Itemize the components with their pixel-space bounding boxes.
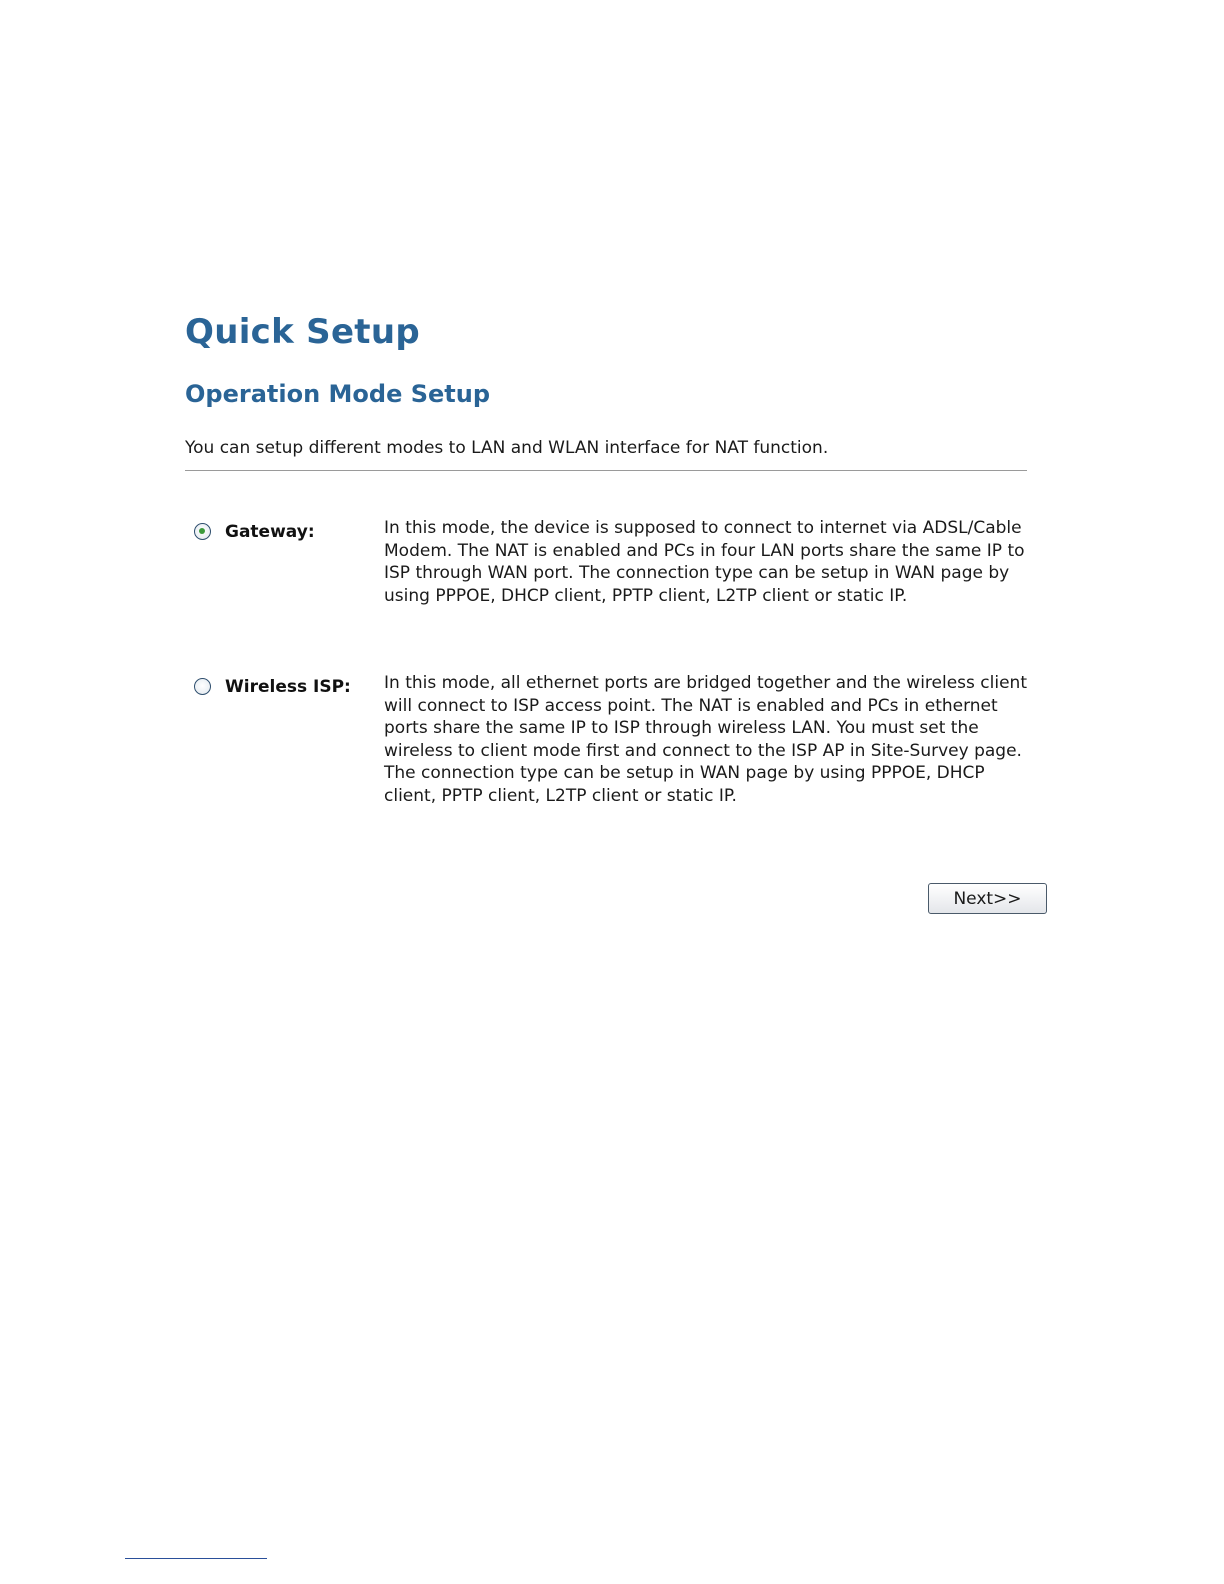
wireless-isp-description: In this mode, all ethernet ports are bridged together and the wireless client will connect to ISP access point. The NAT is enabled and PCs in ethernet ports share the same IP to ISP through wireless LAN. You must set the wireless to client mode first and connect to the ISP AP in Site-Survey page. The connection type can be setup in WAN page by using PPPOE, DHCP client, PPTP client, L2TP client or static IP. bbox=[384, 673, 1027, 806]
radio-selected-dot bbox=[199, 528, 205, 534]
footnote-rule bbox=[125, 1558, 267, 1559]
intro-text: You can setup different modes to LAN and WLAN interface for NAT function. bbox=[185, 438, 829, 458]
gateway-radio[interactable] bbox=[194, 523, 211, 540]
section-title: Operation Mode Setup bbox=[185, 380, 491, 408]
next-button[interactable]: Next>> bbox=[928, 883, 1047, 914]
wireless-isp-radio[interactable] bbox=[194, 678, 211, 695]
gateway-description: In this mode, the device is supposed to connect to internet via ADSL/Cable Modem. The NAT is enabled and PCs in four LAN ports share the same IP to ISP through WAN port. The connection type can be setup in WAN page by using PPPOE, DHCP client, PPTP client, L2TP client or static IP. bbox=[384, 518, 1025, 606]
page-title: Quick Setup bbox=[185, 312, 421, 352]
wireless-isp-label[interactable]: Wireless ISP: bbox=[225, 677, 351, 697]
gateway-label[interactable]: Gateway: bbox=[225, 522, 315, 542]
divider bbox=[185, 470, 1027, 471]
